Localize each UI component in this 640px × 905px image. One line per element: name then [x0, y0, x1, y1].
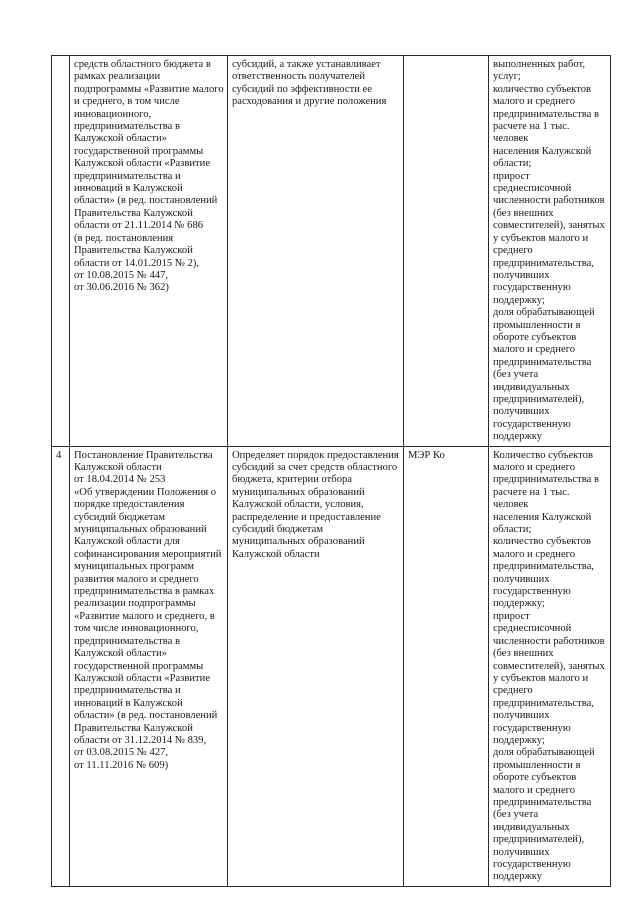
row-number: 4: [56, 449, 62, 461]
document-description: Определяет порядок предоставления субсидий за счет средств областного бюджета, критерии отбора муниципальных образований Калужской области, условия, распределение и предоставление субсидий бюджетам муниципальных образований Калужской области: [232, 449, 399, 560]
indicators-cell: [489, 446, 611, 886]
programs-table: [51, 55, 611, 887]
description-cell: [228, 56, 404, 447]
document-description: субсидий, а также устанавливает ответственность получателей субсидий по эффективности ее расходования и другие положения: [232, 59, 387, 108]
document-cell: [70, 56, 228, 447]
indicators: Количество субъектов малого и среднего предпринимательства в расчете на 1 тыс. человек населения Калужской области; количество субъектов малого и среднего предпринимательства, получивших государственную поддержку; прирост среднесписочной численности работников (без внешних совместителей), занятых у субъектов малого и среднего предпринимательства, получивших государственную поддержку; доля обрабатывающей промышленности в обороте субъектов малого и среднего предпринимательства (без учета индивидуальных предпринимателей), получивших государственную поддержку: [493, 449, 605, 883]
table-row: [52, 56, 611, 447]
row-number-cell: [52, 446, 70, 886]
executor-cell: [404, 56, 489, 447]
indicators-cell: [489, 56, 611, 447]
executor: МЭР Ко: [408, 449, 445, 461]
executor-cell: [404, 446, 489, 886]
document-title: средств областного бюджета в рамках реализации подпрограммы «Развитие малого и среднего, в том числе инновационного, предпринимательства в Калужской области» государственной программы Калужской области «Развитие предпринимательства и инноваций в Калужской области» (в ред. постановлений Правительства Калужской области от 21.11.2014 № 686 (в ред. постановления Правительства Калужской области от 14.01.2015 № 2), от 10.08.2015 № 447, от 30.06.2016 № 362): [74, 59, 224, 294]
table-row: [52, 446, 611, 886]
document-title: Постановление Правительства Калужской области от 18.04.2014 № 253 «Об утверждении Положения о порядке предоставления субсидий бюджетам муниципальных образований Калужской области для софинансирования мероприятий муниципальных программ развития малого и среднего предпринимательства в рамках реализации подпрограммы «Развитие малого и среднего, в том числе инновационного, предпринимательства в Калужской области» государственной программы Калужской области «Развитие предпринимательства и инноваций в Калужской области» (в ред. постановлений Правительства Калужской области от 31.12.2014 № 839, от 03.08.2015 № 427, от 11.11.2016 № 609): [74, 449, 222, 771]
indicators: выполненных работ, услуг; количество субъектов малого и среднего предпринимательства в расчете на 1 тыс. человек населения Калужской области; прирост среднесписочной численности работников (без внешних совместителей), занятых у субъектов малого и среднего предпринимательства, получивших государственную поддержку; доля обрабатывающей промышленности в обороте субъектов малого и среднего предпринимательства (без учета индивидуальных предпринимателей), получивших государственную поддержку: [493, 59, 605, 443]
row-number-cell: [52, 56, 70, 447]
description-cell: [228, 446, 404, 886]
document-cell: [70, 446, 228, 886]
